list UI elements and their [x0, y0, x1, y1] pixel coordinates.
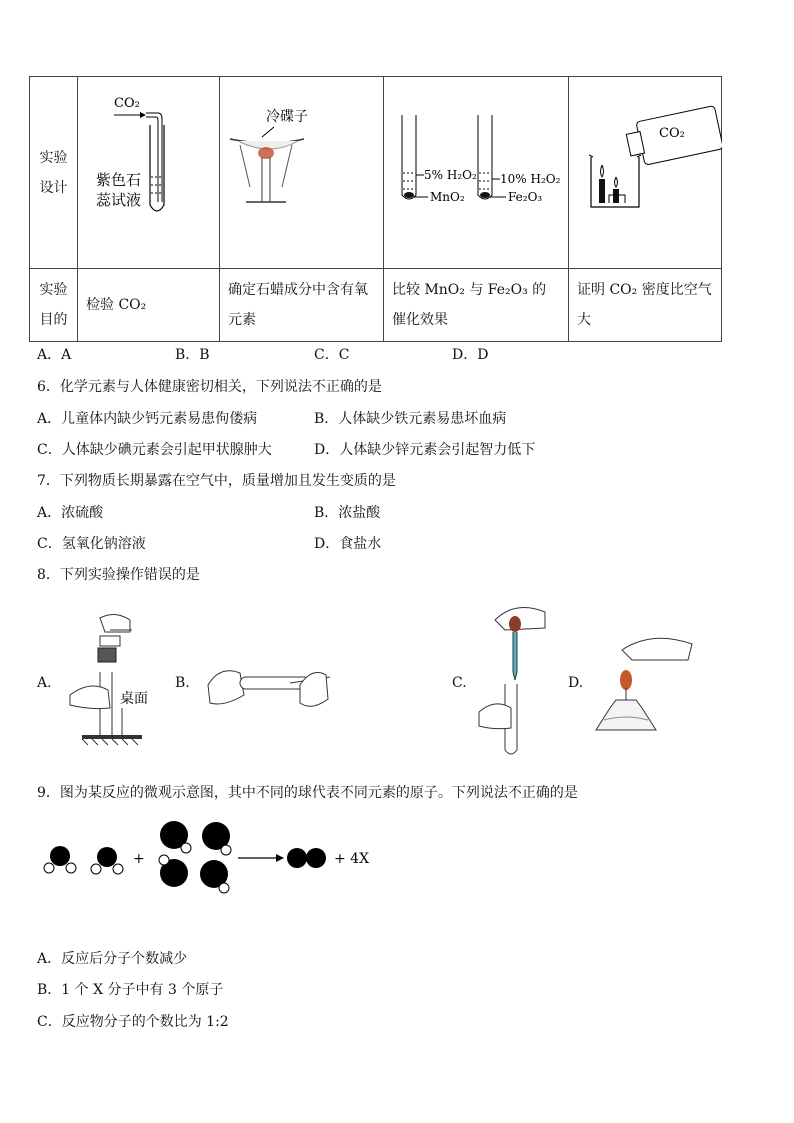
candle-dish-figure [220, 77, 384, 264]
q6-option-d: D．人体缺少锌元素会引起智力低下 [314, 442, 536, 458]
row-label-design: 实验 设计 [30, 77, 78, 269]
design-row [30, 77, 722, 269]
left-bottom-label: MnO₂ [430, 190, 465, 204]
right-bottom-label: Fe₂O₃ [508, 190, 543, 204]
reagent-label-2: 蕊试液 [96, 191, 142, 209]
q6-stem: 6．化学元素与人体健康密切相关，下列说法不正确的是 [37, 379, 382, 395]
right-top-label: 10% H₂O₂ [500, 172, 561, 186]
q5-option-c: C．C [314, 347, 350, 363]
plug-stopper-figure [60, 610, 170, 750]
q6-option-c: C．人体缺少碘元素会引起甲状腺肿大 [37, 442, 272, 458]
q7-option-a: A．浓硫酸 [37, 505, 104, 521]
design-cell-d [569, 77, 722, 269]
design-cell-c [384, 77, 569, 269]
q9-option-c: C．反应物分子的个数比为 1:2 [37, 1014, 229, 1030]
bottle-label: CO₂ [659, 126, 685, 141]
co2-beaker-figure [569, 77, 722, 264]
design-cell-b [220, 77, 384, 269]
q7-option-d: D．食盐水 [314, 536, 382, 552]
co2-label: CO₂ [114, 96, 140, 111]
reaction-diagram [40, 818, 380, 898]
dropper-figure [475, 600, 560, 760]
q6-option-a: A．儿童体内缺少钙元素易患佝偻病 [37, 411, 258, 427]
purpose-row [30, 269, 722, 342]
q5-option-a: A．A [37, 347, 72, 363]
q9-stem: 9．图为某反应的微观示意图，其中不同的球代表不同元素的原子。下列说法不正确的是 [37, 785, 578, 801]
q9-option-b: B．1 个 X 分子中有 3 个原子 [37, 982, 224, 998]
q7-stem: 7．下列物质长期暴露在空气中，质量增加且发生变质的是 [37, 473, 396, 489]
reagent-label-1: 紫色石 [96, 171, 142, 189]
plus-4x: + 4X [334, 851, 370, 867]
q7-option-c: C．氢氧化钠溶液 [37, 536, 146, 552]
co2-test-tube-figure [78, 77, 220, 264]
design-cell-a [78, 77, 220, 269]
q8-option-a: A. [37, 675, 52, 691]
q7-option-b: B．浓盐酸 [314, 505, 381, 521]
purpose-c: 比较 MnO₂ 与 Fe₂O₃ 的催化效果 [384, 269, 569, 342]
plus-sign-1: + [133, 851, 145, 867]
experiment-table [29, 76, 722, 342]
left-top-label: 5% H₂O₂ [424, 168, 477, 182]
purpose-b: 确定石蜡成分中含有氧元素 [220, 269, 384, 342]
q8-stem: 8．下列实验操作错误的是 [37, 567, 200, 583]
dish-label: 冷碟子 [266, 109, 308, 125]
purpose-a: 检验 CO₂ [78, 269, 220, 342]
purpose-d: 证明 CO₂ 密度比空气大 [569, 269, 722, 342]
q8-option-d: D. [568, 675, 584, 691]
q6-option-b: B．人体缺少铁元素易患坏血病 [314, 411, 507, 427]
alcohol-lamp-figure [592, 630, 712, 740]
q8-option-b: B. [175, 675, 190, 691]
catalyst-tubes-figure [384, 77, 569, 264]
q5-option-d: D．D [452, 347, 489, 363]
desk-label: 桌面 [120, 691, 148, 707]
q9-option-a: A．反应后分子个数减少 [37, 951, 188, 967]
test-tube-heating-figure [200, 655, 335, 720]
q5-option-b: B．B [175, 347, 210, 363]
row-label-purpose: 实验 目的 [30, 269, 78, 342]
q8-option-c: C. [452, 675, 467, 691]
